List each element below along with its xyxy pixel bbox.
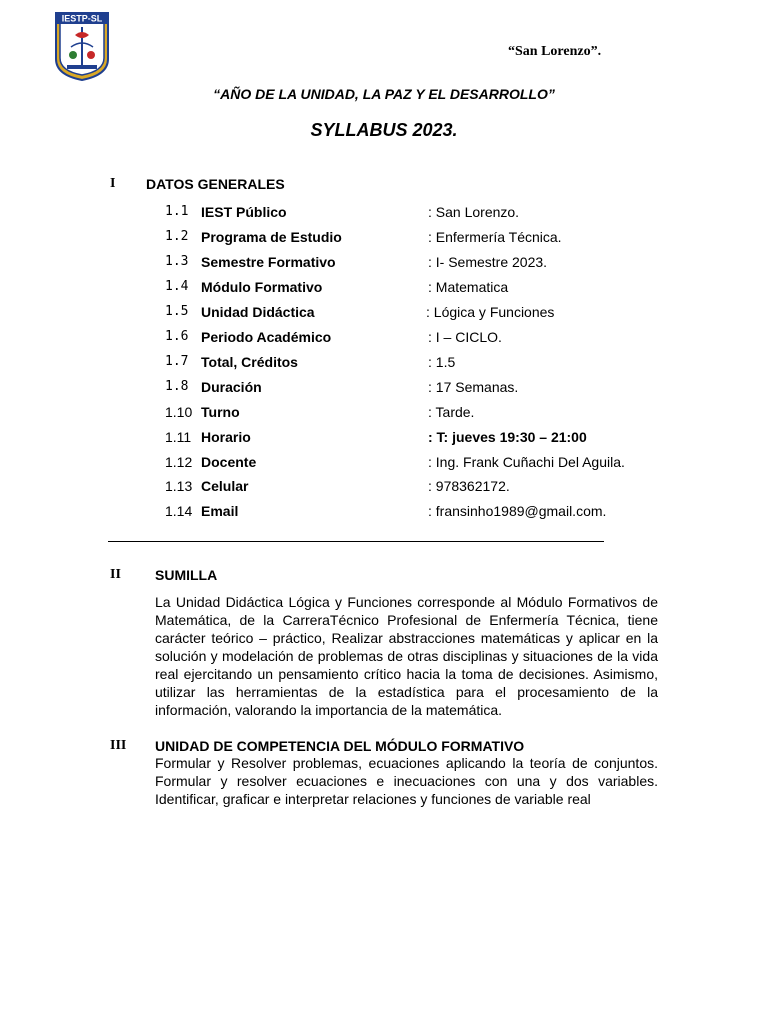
- section-number: II: [110, 567, 121, 582]
- item-value: : Lógica y Funciones: [426, 304, 555, 320]
- header-institution-name: “San Lorenzo”.: [508, 44, 602, 59]
- item-number: 1.1: [165, 204, 189, 219]
- item-number: 1.2: [165, 229, 189, 244]
- section-title: UNIDAD DE COMPETENCIA DEL MÓDULO FORMATIVO: [155, 738, 525, 754]
- item-label: Periodo Académico: [201, 329, 332, 345]
- item-number: 1.11: [165, 429, 192, 445]
- document-title: SYLLABUS 2023.: [310, 120, 458, 140]
- item-value: : 1.5: [428, 354, 456, 370]
- item-number: 1.4: [165, 279, 189, 294]
- section-number: I: [110, 176, 116, 191]
- item-value: : San Lorenzo.: [428, 204, 520, 220]
- item-label: Horario: [201, 429, 251, 445]
- year-motto: “AÑO DE LA UNIDAD, LA PAZ Y EL DESARROLLO”: [213, 86, 555, 102]
- item-label: Docente: [201, 454, 257, 470]
- item-label: Celular: [201, 478, 249, 494]
- section-title: SUMILLA: [155, 567, 218, 583]
- item-value: : T: jueves 19:30 – 21:00: [428, 429, 587, 445]
- item-number: 1.6: [165, 329, 189, 344]
- institution-logo: [53, 9, 111, 81]
- item-label: Semestre Formativo: [201, 254, 336, 270]
- item-label: IEST Público: [201, 204, 287, 220]
- item-number: 1.3: [165, 254, 189, 269]
- item-number: 1.7: [165, 354, 189, 369]
- item-label: Unidad Didáctica: [201, 304, 315, 320]
- item-value: : 17 Semanas.: [428, 379, 519, 395]
- item-number: 1.8: [165, 379, 189, 394]
- sumilla-paragraph: La Unidad Didáctica Lógica y Funciones corresponde al Módulo Formativos de Matemática, de la CarreraTécnico Profesional de Enfermería Técnica, tiene carácter teórico – práctico, Realizar abstracciones matemáticas y aplicar en la solución y modelación de problemas de otras disciplinas y situaciones de la vida real ejercitando un pensamiento crítico hacia la toma de decisiones. Asimismo, utilizar las herramientas de la estadística para el procesamiento de la información, valorando la importancia de la matemática.: [155, 594, 658, 718]
- section-number: III: [110, 738, 127, 753]
- item-value: : I – CICLO.: [428, 329, 502, 345]
- item-label: Total, Créditos: [201, 354, 298, 370]
- item-value: : I- Semestre 2023.: [428, 254, 548, 270]
- item-label: Duración: [201, 379, 262, 395]
- item-value: : Ing. Frank Cuñachi Del Aguila.: [428, 454, 625, 470]
- item-number: 1.14: [165, 503, 193, 519]
- competencia-paragraph: Formular y Resolver problemas, ecuaciones aplicando la teoría de conjuntos. Formular y resolver ecuaciones e inecuaciones con una y dos variables. Identificar, graficar e interpretar relaciones y funciones de variable real: [155, 755, 658, 807]
- item-value: : Tarde.: [428, 404, 475, 420]
- item-number: 1.13: [165, 478, 193, 494]
- item-label: Email: [201, 503, 239, 519]
- item-number: 1.10: [165, 404, 193, 420]
- item-label: Turno: [201, 404, 240, 420]
- section-title: DATOS GENERALES: [146, 176, 285, 192]
- item-label: Módulo Formativo: [201, 279, 323, 295]
- item-number: 1.12: [165, 454, 193, 470]
- item-value: : 978362172.: [428, 478, 510, 494]
- item-label: Programa de Estudio: [201, 229, 342, 245]
- section-divider: [108, 541, 604, 542]
- item-number: 1.5: [165, 304, 189, 319]
- item-value: : Matematica: [428, 279, 509, 295]
- logo-text: IESTP-SL: [61, 13, 103, 24]
- item-value: : Enfermería Técnica.: [428, 229, 562, 245]
- item-value: : fransinho1989@gmail.com.: [428, 503, 607, 519]
